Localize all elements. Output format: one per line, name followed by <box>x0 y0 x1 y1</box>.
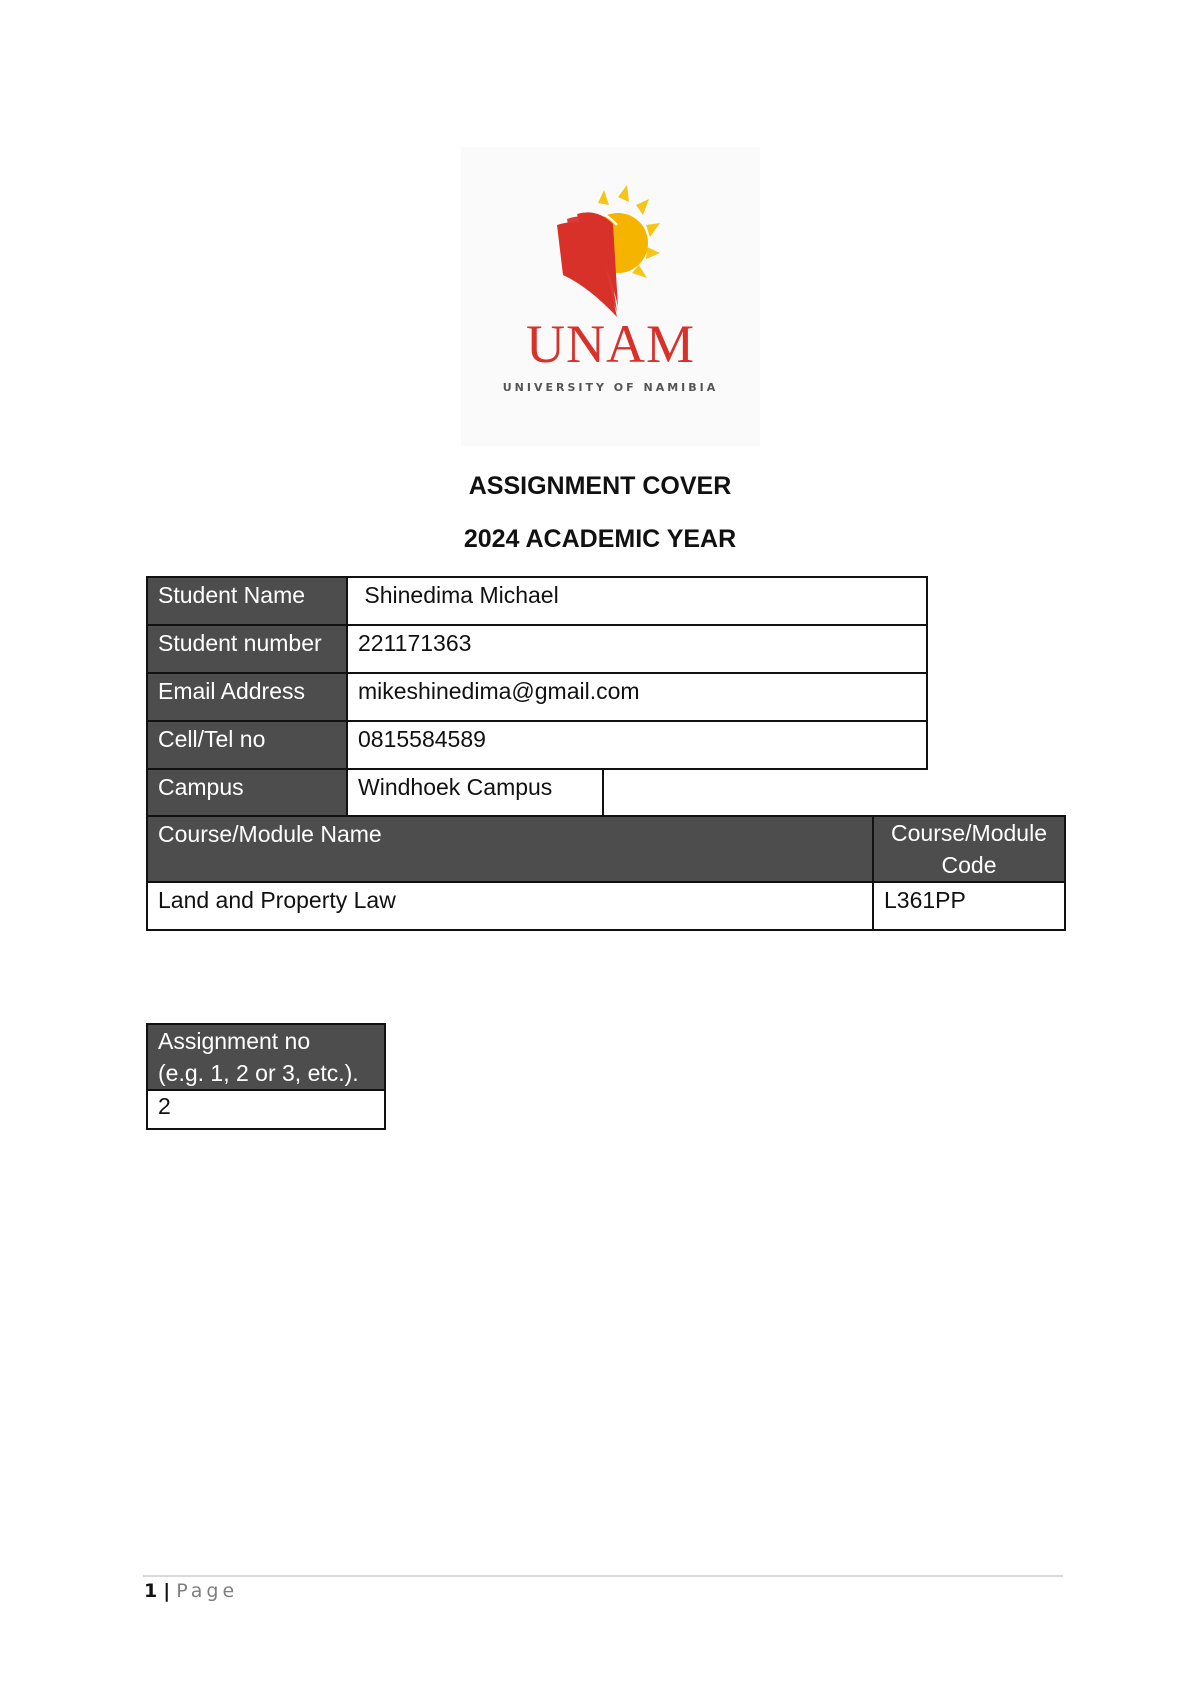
table-row <box>147 577 927 625</box>
course-table <box>146 815 1066 931</box>
campus-value: Windhoek Campus <box>347 769 603 817</box>
table-row <box>147 1024 385 1090</box>
assignment-header-line2: (e.g. 1, 2 or 3, etc.). <box>158 1060 359 1086</box>
course-name-header: Course/Module Name <box>147 816 873 882</box>
table-row <box>147 1090 385 1129</box>
assignment-value: 2 <box>147 1090 385 1129</box>
assignment-header-line1: Assignment no <box>158 1028 311 1054</box>
phone-label: Cell/Tel no <box>147 721 347 769</box>
logo-wordmark: UNAM <box>525 314 695 374</box>
student-number-label: Student number <box>147 625 347 673</box>
page-number: 1 <box>144 1580 158 1602</box>
course-code-header-line2: Code <box>941 852 997 878</box>
table-row <box>147 816 1065 882</box>
page-subtitle: 2024 ACADEMIC YEAR <box>463 525 737 553</box>
footer-divider <box>143 1575 1063 1577</box>
assignment-header <box>147 1024 385 1090</box>
page-footer <box>144 1580 238 1602</box>
table-row <box>147 721 927 769</box>
student-info-table <box>146 576 928 818</box>
course-code-value: L361PP <box>873 882 1065 930</box>
table-row <box>147 625 927 673</box>
page-title: ASSIGNMENT COVER <box>468 472 732 500</box>
email-label: Email Address <box>147 673 347 721</box>
student-name-value: Shinedima Michael <box>347 577 927 625</box>
footer-separator: | <box>163 1580 171 1602</box>
student-number-value: 221171363 <box>347 625 927 673</box>
student-name-label: Student Name <box>147 577 347 625</box>
book-sun-icon <box>461 147 760 317</box>
table-row <box>147 882 1065 930</box>
page-label: Page <box>176 1580 239 1602</box>
phone-value: 0815584589 <box>347 721 927 769</box>
course-code-header <box>873 816 1065 882</box>
table-row <box>147 673 927 721</box>
table-row <box>147 769 927 817</box>
assignment-table <box>146 1023 386 1130</box>
unam-logo <box>461 147 760 446</box>
logo-subtitle: UNIVERSITY OF NAMIBIA <box>502 381 719 394</box>
campus-label: Campus <box>147 769 347 817</box>
empty-cell <box>603 769 927 817</box>
course-code-header-line1: Course/Module <box>891 820 1047 846</box>
email-value: mikeshinedima@gmail.com <box>347 673 927 721</box>
course-name-value: Land and Property Law <box>147 882 873 930</box>
